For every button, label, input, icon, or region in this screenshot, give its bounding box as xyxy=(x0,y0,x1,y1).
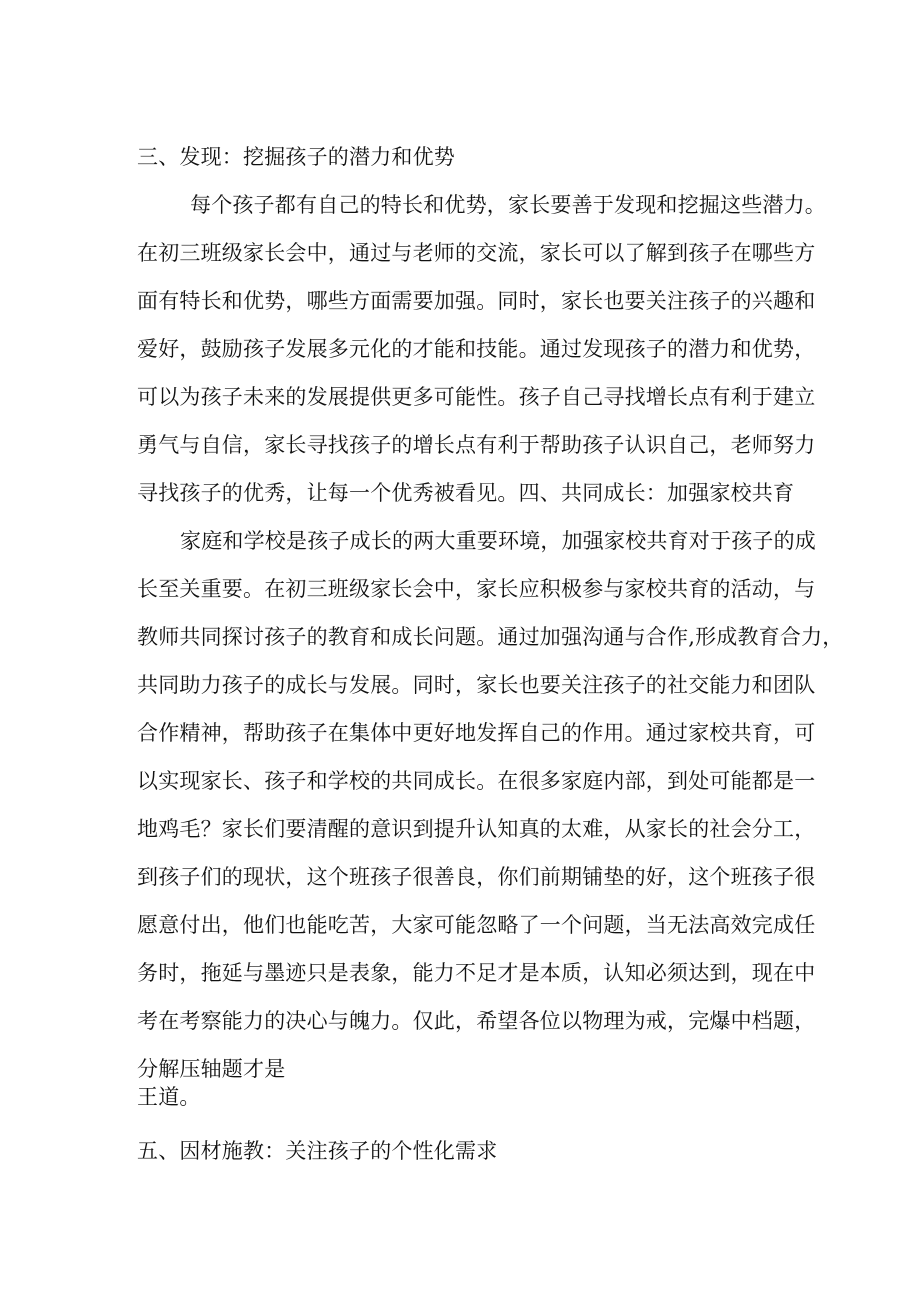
paragraph-line: 每个孩子都有自己的特长和优势，家长要善于发现和挖掘这些潜力。 xyxy=(190,193,826,217)
paragraph-line: 愿意付出，他们也能吃苦，大家可能忽略了一个问题，当无法高效完成任 xyxy=(137,913,816,937)
paragraph-line: 考在考察能力的决心与魄力。仅此，希望各位以物理为戒，完爆中档题， xyxy=(137,1009,816,1033)
paragraph-line: 寻找孩子的优秀，让每一个优秀被看见。四、共同成长：加强家校共育 xyxy=(137,481,795,505)
paragraph-line: 合作精神，帮助孩子在集体中更好地发挥自己的作用。通过家校共育，可 xyxy=(137,721,816,745)
paragraph-line: 分解压轴题才是 xyxy=(137,1057,286,1081)
paragraph-line: 在初三班级家长会中，通过与老师的交流，家长可以了解到孩子在哪些方 xyxy=(137,241,816,265)
paragraph-line: 爱好，鼓励孩子发展多元化的才能和技能。通过发现孩子的潜力和优势， xyxy=(137,337,816,361)
paragraph-line: 面有特长和优势，哪些方面需要加强。同时，家长也要关注孩子的兴趣和 xyxy=(137,289,816,313)
paragraph-line: 务时，拖延与墨迹只是表象，能力不足才是本质，认知必须达到，现在中 xyxy=(137,961,816,985)
paragraph-line: 地鸡毛？家长们要清醒的意识到提升认知真的太难，从家长的社会分工， xyxy=(137,817,816,841)
paragraph-line: 家庭和学校是孩子成长的两大重要环境，加强家校共育对于孩子的成 xyxy=(180,529,816,553)
paragraph-line: 到孩子们的现状，这个班孩子很善良，你们前期铺垫的好，这个班孩子很 xyxy=(137,865,816,889)
paragraph-line: 教师共同探讨孩子的教育和成长问题。通过加强沟通与合作,形成教育合力， xyxy=(137,625,844,649)
section-heading-3: 三、发现：挖掘孩子的潜力和优势 xyxy=(137,145,455,169)
paragraph-line: 长至关重要。在初三班级家长会中，家长应积极参与家校共育的活动，与 xyxy=(137,577,816,601)
paragraph-line: 可以为孩子未来的发展提供更多可能性。孩子自己寻找增长点有利于建立 xyxy=(137,385,816,409)
paragraph-line: 以实现家长、孩子和学校的共同成长。在很多家庭内部，到处可能都是一 xyxy=(137,769,816,793)
paragraph-line: 共同助力孩子的成长与发展。同时，家长也要关注孩子的社交能力和团队 xyxy=(137,673,816,697)
paragraph-line: 王道。 xyxy=(137,1085,201,1109)
section-heading-5: 五、因材施教：关注孩子的个性化需求 xyxy=(137,1139,498,1163)
paragraph-line: 勇气与自信，家长寻找孩子的增长点有利于帮助孩子认识自己，老师努力 xyxy=(137,433,816,457)
